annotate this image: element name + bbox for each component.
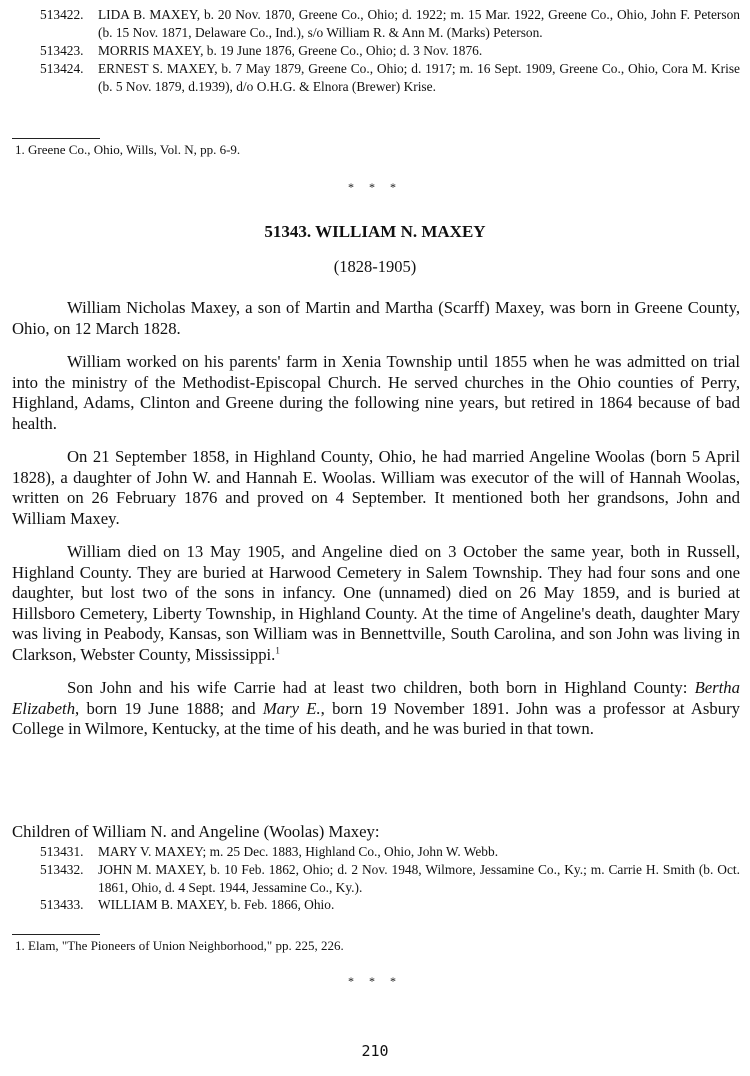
paragraph-text: , born 19 June 1888; and <box>75 698 263 718</box>
entry-number: 513422. <box>40 7 84 22</box>
entry-text: LIDA B. MAXEY, b. 20 Nov. 1870, Greene Co., Ohio; d. 1922; m. 15 Mar. 1922, Greene Co., Ohio, John F. Peterson (b. 15 Nov. 1871, Delaware Co., Ind.), s/o William R. & Ann M. (Marks) Peterson. <box>98 7 740 40</box>
section-separator: * * * <box>348 974 402 988</box>
entry-text: JOHN M. MAXEY, b. 10 Feb. 1862, Ohio; d. 2 Nov. 1948, Wilmore, Jessamine Co., Ky.; m. Carrie H. Smith (b. Oct. 1861, Ohio, d. 4 Sept. 1944, Jessamine Co., Ky.). <box>98 861 740 895</box>
child-name: Mary E. <box>262 698 321 718</box>
child-name: Bertha Elizabeth <box>12 678 740 718</box>
genealogy-entries-top <box>40 6 740 96</box>
footnote-rule <box>12 934 100 935</box>
paragraph: On 21 September 1858, in Highland County, Ohio, he had married Angeline Woolas (born 5 April 1828), a daughter of John W. and Hannah E. Woolas. William was executor of the will of Hannah Woolas, written on 26 February 1876 and proved on 4 September. It mentioned both her grandsons, John and William Maxey. <box>12 447 740 528</box>
paragraph-text: William died on 13 May 1905, and Angeline died on 3 October the same year, both in Russell, Highland County. They are buried at Harwood Cemetery in Salem Township. They had four sons and one daughter, but lost two of the sons in infancy. One (unnamed) died on 26 May 1859, and is buried at Hillsboro Cemetery, Liberty Township, in Highland County. At the time of Angeline's death, daughter Mary was living in Peabody, Kansas, son William was in Bennettville, South Carolina, and son John was living in Clarkson, Webster County, Mississippi. <box>12 542 740 664</box>
entry-number: 513423. <box>40 43 84 58</box>
entry-number: 513431. <box>40 844 84 859</box>
list-item <box>40 6 740 42</box>
paragraph: William worked on his parents' farm in Xenia Township until 1855 when he was admitted on trial into the ministry of the Methodist-Episcopal Church. He served churches in the Ohio counties of Perry, Highland, Adams, Clinton and Greene during the following nine years, but retired in 1864 because of bad health. <box>12 352 740 433</box>
entry-text: ERNEST S. MAXEY, b. 7 May 1879, Greene Co., Ohio; d. 1917; m. 16 Sept. 1909, Greene Co., Ohio, Cora M. Krise (b. 5 Nov. 1879, d.1939), d/o O.H.G. & Elnora (Brewer) Krise. <box>98 61 740 94</box>
entry-text: WILLIAM B. MAXEY, b. Feb. 1866, Ohio. <box>98 897 335 913</box>
entry-number: 513424. <box>40 61 84 76</box>
section-separator: * * * <box>348 180 402 194</box>
footnote-rule <box>12 138 100 139</box>
list-item <box>40 843 740 861</box>
list-item <box>40 60 740 96</box>
list-item <box>40 896 740 914</box>
section-title: 51343. WILLIAM N. MAXEY <box>264 222 486 241</box>
entry-number: 513432. <box>40 861 84 877</box>
footnote: 1. Elam, "The Pioneers of Union Neighborhood," pp. 225, 226. <box>15 938 344 953</box>
list-item <box>40 42 740 60</box>
paragraph-text: , born 19 November 1891. John was a professor at Asbury College in Wilmore, Kentucky, at the time of his death, and he was buried in that town. <box>12 698 741 738</box>
entry-text: MORRIS MAXEY, b. 19 June 1876, Greene Co., Ohio; d. 3 Nov. 1876. <box>98 43 483 58</box>
footnote: 1. Greene Co., Ohio, Wills, Vol. N, pp. 6-9. <box>15 142 241 157</box>
section-dates: (1828-1905) <box>333 257 417 276</box>
children-heading: Children of William N. and Angeline (Woolas) Maxey: <box>12 822 380 841</box>
entry-number: 513433. <box>40 897 84 913</box>
entry-text: MARY V. MAXEY; m. 25 Dec. 1883, Highland Co., Ohio, John W. Webb. <box>98 844 499 859</box>
page-number: 210 <box>361 1042 389 1060</box>
paragraph: William Nicholas Maxey, a son of Martin and Martha (Scarff) Maxey, was born in Greene County, Ohio, on 12 March 1828. <box>12 298 740 338</box>
list-item <box>40 861 740 897</box>
paragraph-text: Son John and his wife Carrie had at least two children, both born in Highland County: <box>67 678 695 697</box>
footnote-marker: 1 <box>275 644 280 655</box>
children-list <box>40 843 740 914</box>
paragraph <box>12 542 740 665</box>
paragraph <box>12 678 740 740</box>
biography-body <box>12 298 740 753</box>
